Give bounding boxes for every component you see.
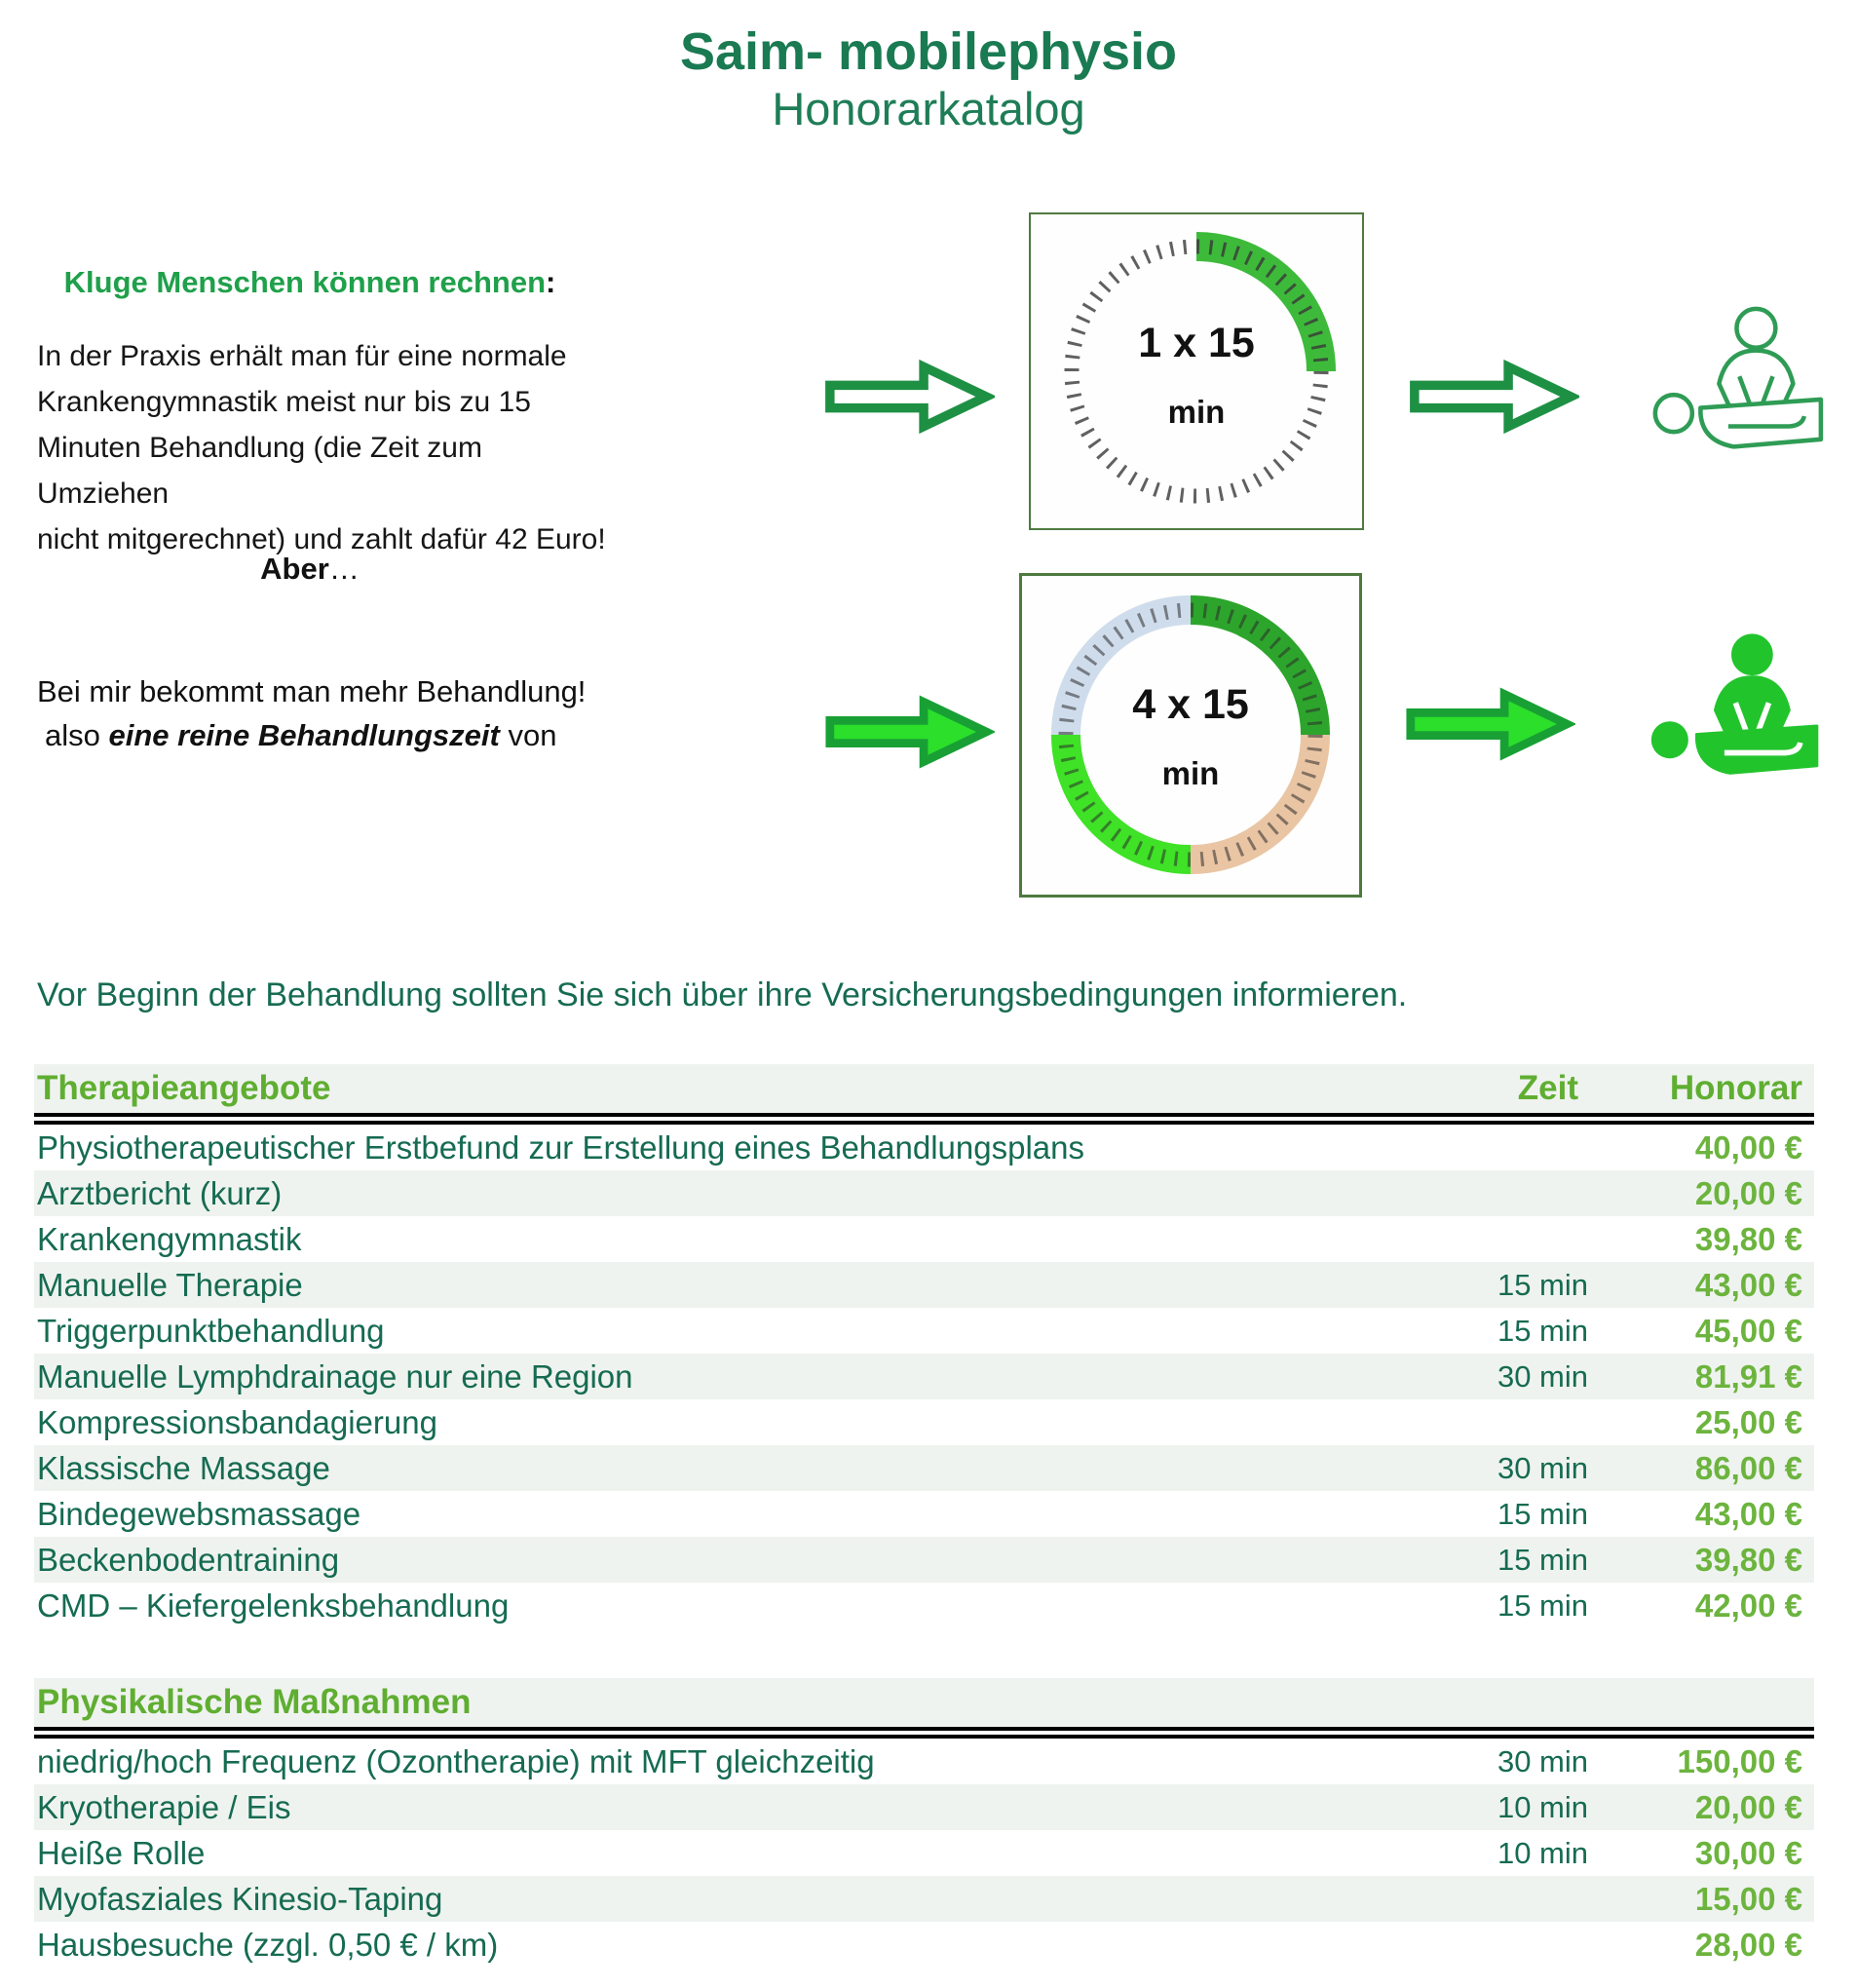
table-row [34,1537,1814,1583]
service-price: 150,00 € [1677,1742,1802,1779]
insurance-notice: Vor Beginn der Behandlung sollten Sie sich über ihre Versicherungsbedingungen informieren. [37,976,1408,1013]
service-time: 15 min [1497,1542,1588,1577]
section-title: Therapieangebote [37,1069,331,1107]
arrow-right-filled-icon [824,692,995,772]
massage-outline-icon [1652,302,1838,458]
service-price: 43,00 € [1694,1495,1802,1532]
service-price: 86,00 € [1694,1449,1802,1486]
clock-2-label: 4 x 15 [1132,681,1249,728]
table-row [34,1308,1814,1354]
intro-headline-colon: : [546,265,556,299]
service-price: 20,00 € [1694,1174,1802,1211]
section-title: Physikalische Maßnahmen [37,1683,472,1721]
arrow-right-outline-icon [1409,357,1579,437]
intro-paragraph-line: Minuten Behandlung (die Zeit zum Umziehen [37,432,482,510]
aber-ellipsis: … [328,552,360,586]
arrow-right-filled-icon [1405,684,1575,764]
service-time: 15 min [1497,1313,1588,1348]
promise-line-2-post: von [499,718,557,752]
service-name: Physiotherapeutischer Erstbefund zur Erstellung eines Behandlungsplans [37,1128,1084,1166]
table-row [34,1830,1814,1876]
table-row [34,1216,1814,1262]
service-time: 15 min [1497,1267,1588,1302]
service-price: 25,00 € [1694,1403,1802,1440]
service-price: 43,00 € [1694,1266,1802,1303]
service-name: Manuelle Therapie [37,1266,303,1303]
service-name: Manuelle Lymphdrainage nur eine Region [37,1357,633,1395]
table-row [34,1739,1814,1784]
service-price: 40,00 € [1694,1128,1802,1166]
promise-line-2-pre: also [45,718,109,752]
service-name: Krankengymnastik [37,1220,302,1257]
aber-word: Aber [260,552,329,586]
table-row [34,1784,1814,1830]
table-header-row [34,1678,1814,1727]
intro-headline [37,265,583,300]
service-name: Bindegewebsmassage [37,1495,361,1532]
service-price: 30,00 € [1694,1834,1802,1871]
service-time: 10 min [1497,1835,1588,1870]
intro-paragraph-line: nicht mitgerechnet) und zahlt dafür 42 Euro! [37,523,606,555]
service-name: Hausbesuche (zzgl. 0,50 € / km) [37,1926,499,1963]
massage-filled-icon [1649,629,1834,784]
service-price: 15,00 € [1694,1880,1802,1917]
clock-1-label: 1 x 15 [1138,320,1255,366]
table-row [34,1170,1814,1216]
intro-headline-text: Kluge Menschen können rechnen [63,265,547,299]
service-name: Kryotherapie / Eis [37,1788,291,1825]
service-time: 30 min [1497,1743,1588,1778]
clock-2-unit: min [1161,755,1220,791]
service-name: Arztbericht (kurz) [37,1174,283,1211]
table-row [34,1445,1814,1491]
service-price: 45,00 € [1694,1312,1802,1349]
service-name: Heiße Rolle [37,1834,206,1871]
table-row [34,1262,1814,1308]
intro-paragraph-line: In der Praxis erhält man für eine normale [37,340,567,372]
table-row [34,1354,1814,1399]
aber-text [37,552,583,587]
arrow-right-outline-icon [824,357,995,437]
table-row [34,1125,1814,1170]
service-time: 30 min [1497,1450,1588,1485]
promise-line-2 [45,718,556,753]
service-time: 15 min [1497,1587,1588,1623]
service-name: Kompressionsbandagierung [37,1403,437,1440]
intro-paragraph-line: Krankengymnastik meist nur bis zu 15 [37,386,531,418]
table-row [34,1583,1814,1628]
double-divider-line [34,1727,1814,1739]
service-price: 81,91 € [1694,1357,1802,1395]
double-divider-line [34,1113,1814,1125]
service-name: Myofasziales Kinesio-Taping [37,1880,443,1917]
table-row [34,1876,1814,1922]
service-time: 30 min [1497,1358,1588,1394]
intro-paragraph [37,333,622,562]
clock-1-unit: min [1167,394,1226,430]
page-title: Saim- mobilephysio [679,22,1178,81]
promise-line-2-emphasis: eine reine Behandlungszeit [108,718,500,752]
clock-1x15-face [1031,214,1362,528]
table-header-row [34,1064,1814,1113]
service-name: niedrig/hoch Frequenz (Ozontherapie) mit MFT gleichzeitig [37,1742,875,1779]
service-name: Klassische Massage [37,1449,330,1486]
service-name: Triggerpunktbehandlung [37,1312,385,1349]
service-time: 15 min [1497,1496,1588,1531]
table-body [34,1739,1814,1968]
table-body [34,1125,1814,1628]
column-header-zeit: Zeit [1517,1069,1578,1107]
service-name: Beckenbodentraining [37,1541,340,1578]
service-price: 42,00 € [1694,1587,1802,1624]
fee-table-therapieangebote [34,1064,1814,1628]
fee-table-physikalische-massnahmen [34,1678,1814,1968]
service-price: 39,80 € [1694,1541,1802,1578]
table-row [34,1399,1814,1445]
clock-4x15-face [1022,576,1359,895]
service-price: 39,80 € [1694,1220,1802,1257]
clock-4x15-diagram [1019,573,1362,898]
service-name: CMD – Kiefergelenksbehandlung [37,1587,510,1624]
table-row [34,1491,1814,1537]
clock-1x15-diagram [1029,212,1364,530]
service-price: 28,00 € [1694,1926,1802,1963]
table-row [34,1922,1814,1968]
service-price: 20,00 € [1694,1788,1802,1825]
page-subtitle: Honorarkatalog [772,83,1085,134]
column-header-honorar: Honorar [1669,1069,1802,1107]
service-time: 10 min [1497,1789,1588,1824]
promise-line-1: Bei mir bekommt man mehr Behandlung! [37,674,587,708]
